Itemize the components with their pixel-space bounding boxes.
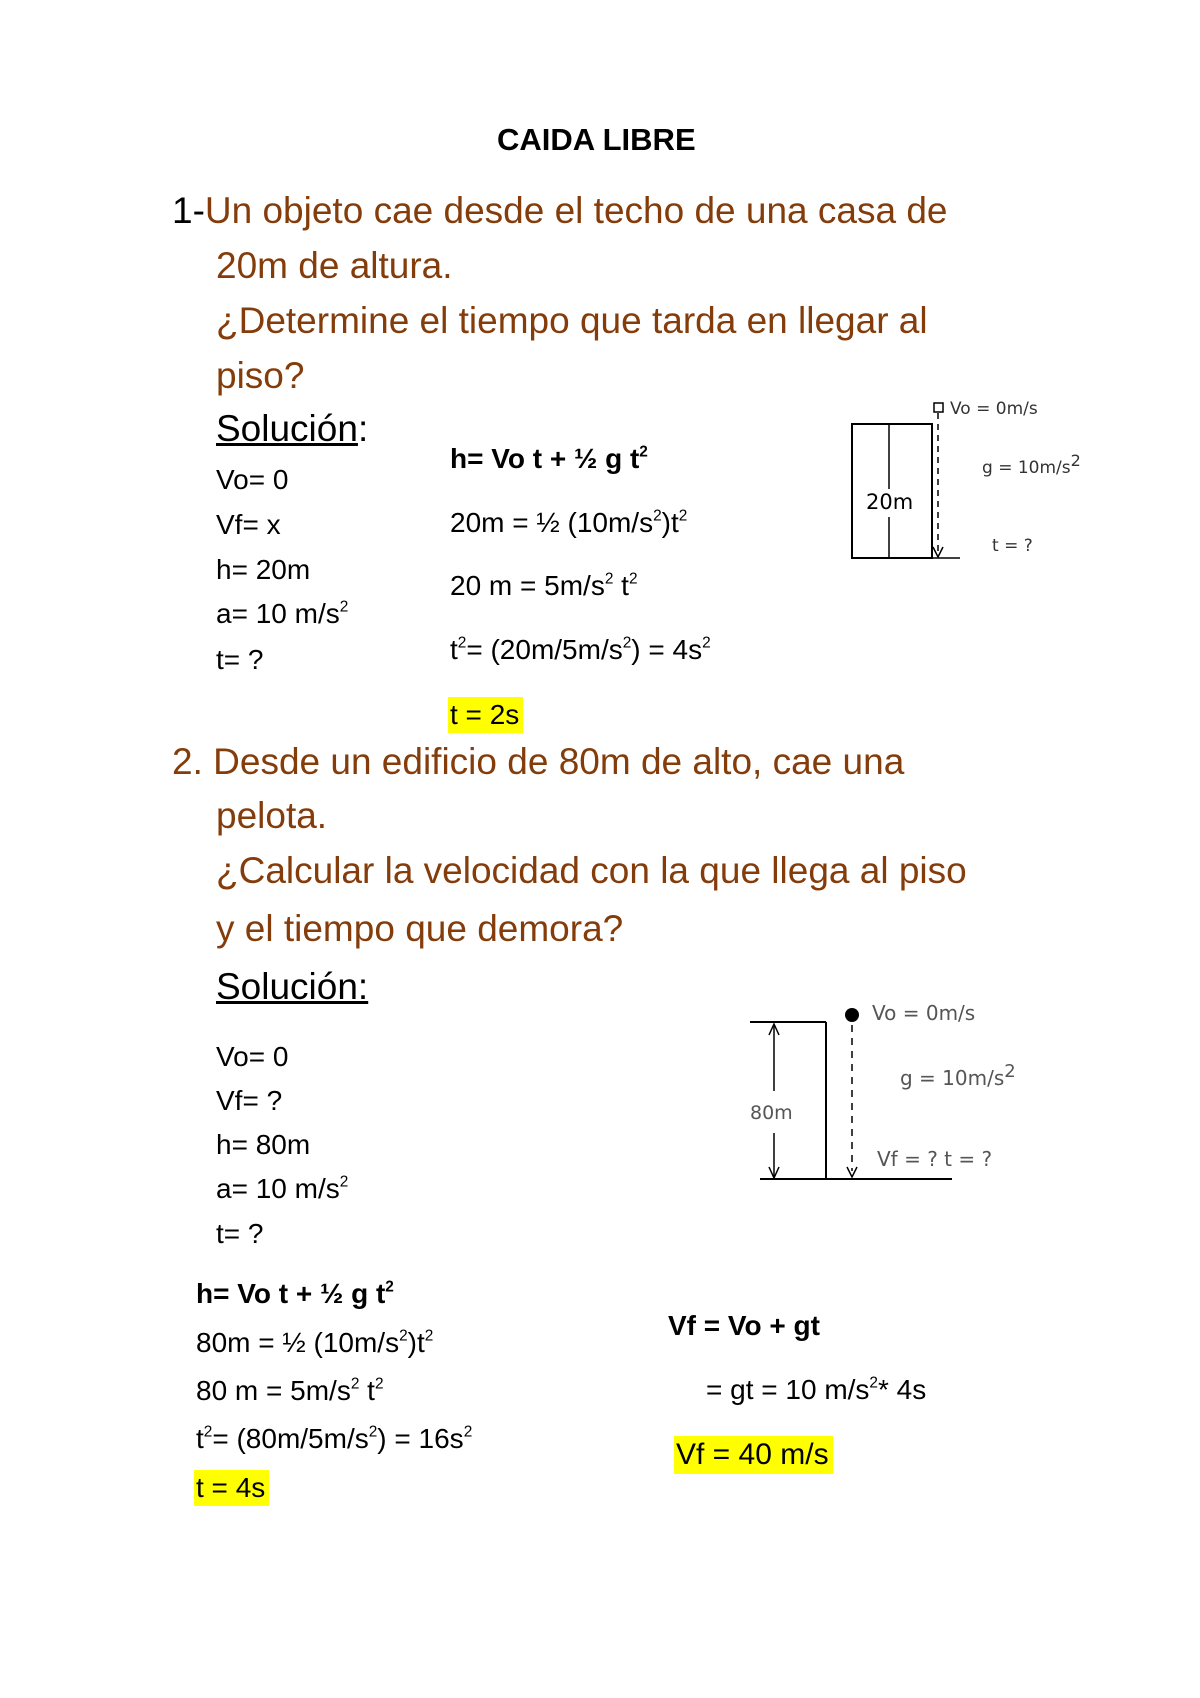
problem-2-number: 2. bbox=[172, 741, 203, 782]
p1-step-3-a: t bbox=[450, 634, 458, 665]
solution-1-colon: : bbox=[357, 408, 369, 449]
p2-result-time-highlight: t = 4s bbox=[194, 1470, 269, 1506]
sup: 2 bbox=[1004, 1061, 1016, 1082]
p2-step-2 bbox=[196, 1377, 384, 1405]
p2-data-h: h= 80m bbox=[216, 1129, 311, 1160]
sup: 2 bbox=[622, 634, 632, 652]
p1-result bbox=[448, 701, 523, 729]
sup: 2 bbox=[424, 1327, 434, 1345]
p2-result-time bbox=[194, 1474, 269, 1502]
p1-data-a-text: a= 10 m/s bbox=[216, 598, 340, 629]
diagram-2-vo: Vo = 0m/s bbox=[872, 1001, 976, 1025]
diagram-2-g bbox=[900, 1061, 1016, 1090]
p1-step-3-b: = (20m/5m/s bbox=[466, 634, 623, 665]
p2-step-1-a: 80m = ½ (10m/s bbox=[196, 1327, 400, 1358]
p2-data-vo: Vo= 0 bbox=[216, 1041, 289, 1072]
p1-step-2 bbox=[450, 572, 638, 600]
p2-data-vf: Vf= ? bbox=[216, 1085, 283, 1116]
p2-step-3-c: ) = 16s bbox=[377, 1423, 464, 1454]
sup: 2 bbox=[339, 1173, 349, 1191]
diagram-1-g bbox=[982, 451, 1081, 478]
diagram-building-80m bbox=[740, 995, 1040, 1185]
sup: 2 bbox=[702, 634, 711, 652]
p2-data-a-text: a= 10 m/s bbox=[216, 1173, 340, 1204]
sup: 2 bbox=[368, 1423, 378, 1441]
sup: 2 bbox=[869, 1374, 878, 1392]
p1-data-vo: Vo= 0 bbox=[216, 464, 289, 495]
p1-data-a bbox=[216, 600, 348, 628]
p1-step-2-b: t bbox=[613, 570, 629, 601]
p2-formula bbox=[196, 1280, 394, 1308]
ball bbox=[845, 1008, 859, 1022]
problem-2-line-3: ¿Calcular la velocidad con la que llega al piso bbox=[216, 850, 967, 891]
page-title: CAIDA LIBRE bbox=[497, 122, 696, 157]
sup: 2 bbox=[203, 1423, 213, 1441]
p2-velocity-step bbox=[706, 1376, 926, 1404]
sup: 2 bbox=[678, 507, 688, 525]
solution-1-word: Solución bbox=[216, 408, 358, 449]
problem-1-text-1: Un objeto cae desde el techo de una casa de bbox=[204, 190, 948, 231]
problem-2-solution-label: Solución: bbox=[216, 966, 369, 1007]
p1-formula bbox=[450, 445, 648, 473]
p1-result-highlight: t = 2s bbox=[448, 697, 523, 733]
p2-step-1 bbox=[196, 1329, 433, 1357]
p2-formula-text: h= Vo t + ½ g t bbox=[196, 1278, 386, 1309]
problem-1-line-3: ¿Determine el tiempo que tarda en llegar al bbox=[216, 300, 928, 341]
sup: 2 bbox=[399, 1327, 408, 1345]
diagram-2-vf-t: Vf = ? t = ? bbox=[877, 1147, 993, 1171]
diagram-1-t: t = ? bbox=[992, 536, 1033, 556]
p2-step-2-a: 80 m = 5m/s bbox=[196, 1375, 351, 1406]
problem-2-line-4: y el tiempo que demora? bbox=[216, 908, 624, 949]
p1-step-3-c: ) = 4s bbox=[631, 634, 703, 665]
p2-velocity-formula: Vf = Vo + gt bbox=[668, 1310, 820, 1341]
problem-2-line-1 bbox=[172, 743, 904, 780]
sup: 2 bbox=[339, 598, 349, 616]
diagram-house-20m bbox=[840, 396, 1090, 571]
sup: 2 bbox=[374, 1375, 384, 1393]
p2-velocity-step-a: = gt = 10 m/s bbox=[706, 1374, 870, 1405]
problem-1-line-4: piso? bbox=[216, 355, 305, 396]
p1-step-2-a: 20 m = 5m/s bbox=[450, 570, 605, 601]
sup: 2 bbox=[463, 1423, 473, 1441]
p1-data-h: h= 20m bbox=[216, 554, 311, 585]
sup: 2 bbox=[350, 1375, 360, 1393]
p2-velocity-step-b: * 4s bbox=[877, 1374, 927, 1405]
p2-step-2-b: t bbox=[359, 1375, 375, 1406]
problem-1-solution-label bbox=[216, 410, 368, 447]
p2-step-3 bbox=[196, 1425, 472, 1453]
p2-result-velocity bbox=[674, 1440, 833, 1470]
sup: 2 bbox=[604, 570, 614, 588]
p1-step-1 bbox=[450, 509, 687, 537]
p2-data-a bbox=[216, 1175, 348, 1203]
p1-data-t: t= ? bbox=[216, 644, 264, 675]
problem-1-line-1 bbox=[172, 192, 948, 229]
p2-step-3-b: = (80m/5m/s bbox=[212, 1423, 369, 1454]
p1-step-1-b: )t bbox=[661, 507, 679, 538]
sup: 2 bbox=[1070, 451, 1081, 470]
problem-1-number: 1- bbox=[172, 190, 205, 231]
p2-step-3-a: t bbox=[196, 1423, 204, 1454]
p2-step-1-b: )t bbox=[407, 1327, 425, 1358]
sup: 2 bbox=[628, 570, 638, 588]
problem-2-line-2: pelota. bbox=[216, 795, 328, 836]
p1-step-1-a: 20m = ½ (10m/s bbox=[450, 507, 654, 538]
p2-data-t: t= ? bbox=[216, 1218, 264, 1249]
object-square bbox=[934, 403, 943, 412]
diagram-1-height: 20m bbox=[866, 490, 914, 514]
p1-data-vf: Vf= x bbox=[216, 509, 281, 540]
diagram-1-g-text: g = 10m/s bbox=[982, 458, 1071, 478]
problem-1-line-2: 20m de altura. bbox=[216, 245, 453, 286]
sup: 2 bbox=[639, 443, 648, 461]
diagram-2-g-text: g = 10m/s bbox=[900, 1066, 1005, 1090]
sup: 2 bbox=[653, 507, 662, 525]
diagram-1-vo: Vo = 0m/s bbox=[950, 399, 1038, 419]
sup: 2 bbox=[385, 1278, 394, 1296]
problem-2-text-1: Desde un edificio de 80m de alto, cae una bbox=[213, 741, 905, 782]
p2-result-velocity-highlight: Vf = 40 m/s bbox=[674, 1436, 833, 1474]
p1-step-3 bbox=[450, 636, 711, 664]
p1-formula-text: h= Vo t + ½ g t bbox=[450, 443, 640, 474]
diagram-2-height: 80m bbox=[750, 1102, 793, 1124]
sup: 2 bbox=[457, 634, 467, 652]
